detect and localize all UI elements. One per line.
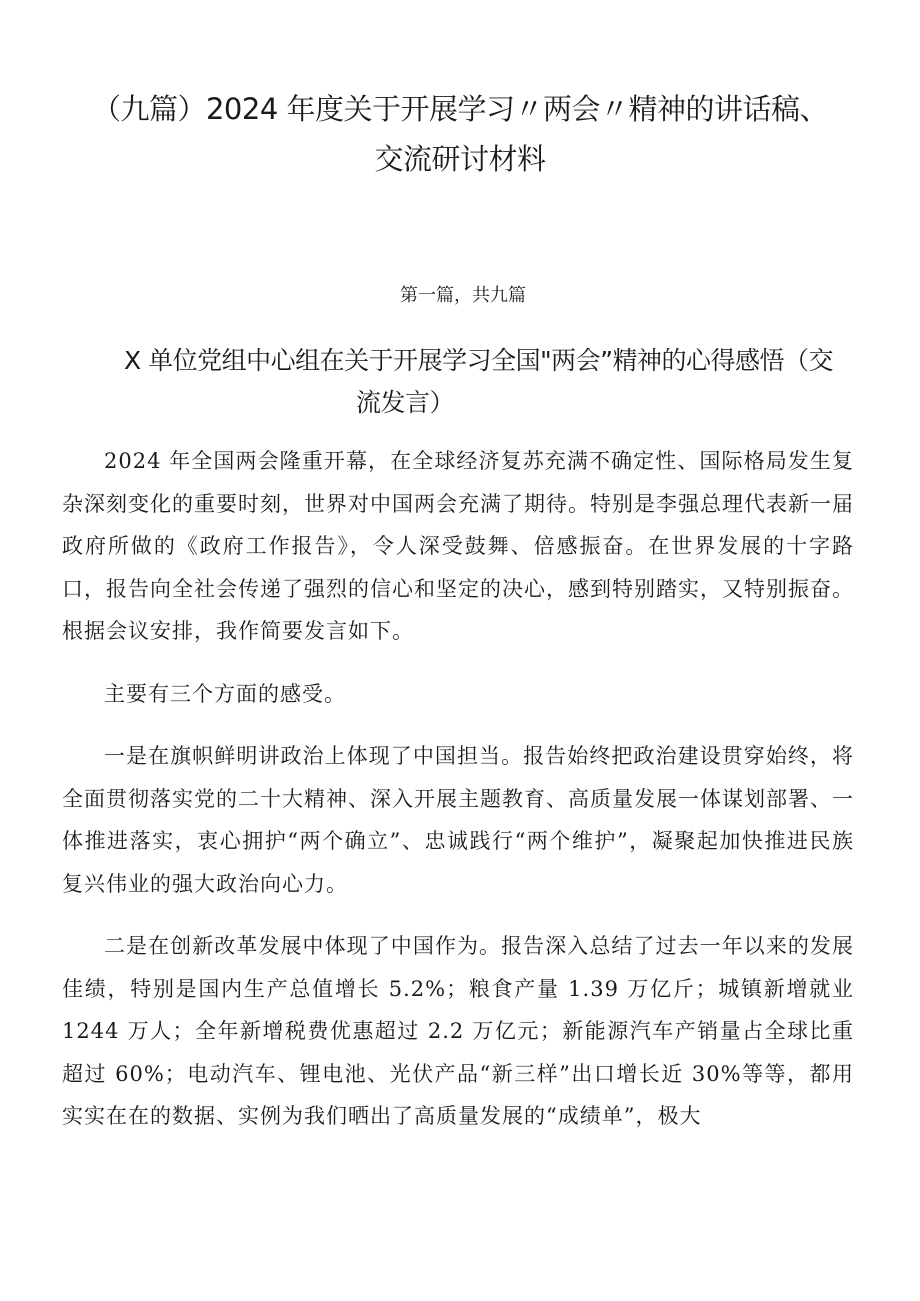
paragraph-point-one: 一是在旗帜鲜明讲政治上体现了中国担当。报告始终把政治建设贯穿始终，将全面贯彻落实党的二十大精神、深入开展主题教育、高质量发展一体谋划部署、一体推进落实，衷心拥护“两个确立”、忠诚践行“两个维护”，凝聚起加快推进民族复兴伟业的强大政治向心力。	[62, 744, 854, 896]
paragraph-point-two: 二是在创新改革发展中体现了中国作为。报告深入总结了过去一年以来的发展佳绩，特别是国内生产总值增长 5.2%；粮食产量 1.39 万亿斤；城镇新增就业 1244 万人；全年新增税费优惠超过 2.2 万亿元；新能源汽车产销量占全球比重超过 60%；电动汽车、锂电池、光伏产品“新三样”出口增长近 30%等等，都用实实在在的数据、实例为我们晒出了高质量发展的“成绩单”，极大	[62, 934, 854, 1128]
document-body	[62, 440, 854, 1138]
section-subtitle-line-2: 流发言）	[356, 388, 455, 417]
document-title	[60, 84, 860, 184]
chapter-label: 第一篇，共九篇	[400, 285, 526, 306]
document-title-line-1: （九篇）2024 年度关于开展学习〃两会〃精神的讲话稿、	[91, 92, 829, 126]
paragraph-intro: 2024 年全国两会隆重开幕，在全球经济复苏充满不确定性、国际格局发生复杂深刻变化的重要时刻，世界对中国两会充满了期待。特别是李强总理代表新一届政府所做的《政府工作报告》，令人深受鼓舞、倍感振奋。在世界发展的十字路口，报告向全社会传递了强烈的信心和坚定的决心，感到特别踏实，又特别振奋。根据会议安排，我作简要发言如下。	[62, 449, 854, 643]
section-subtitle-line-1: X 单位党组中心组在关于开展学习全国"两会”精神的心得感悟（交	[124, 346, 834, 375]
document-title-line-2: 交流研讨材料	[374, 142, 546, 176]
paragraph-summary: 主要有三个方面的感受。	[104, 681, 346, 706]
section-subtitle	[120, 340, 860, 424]
